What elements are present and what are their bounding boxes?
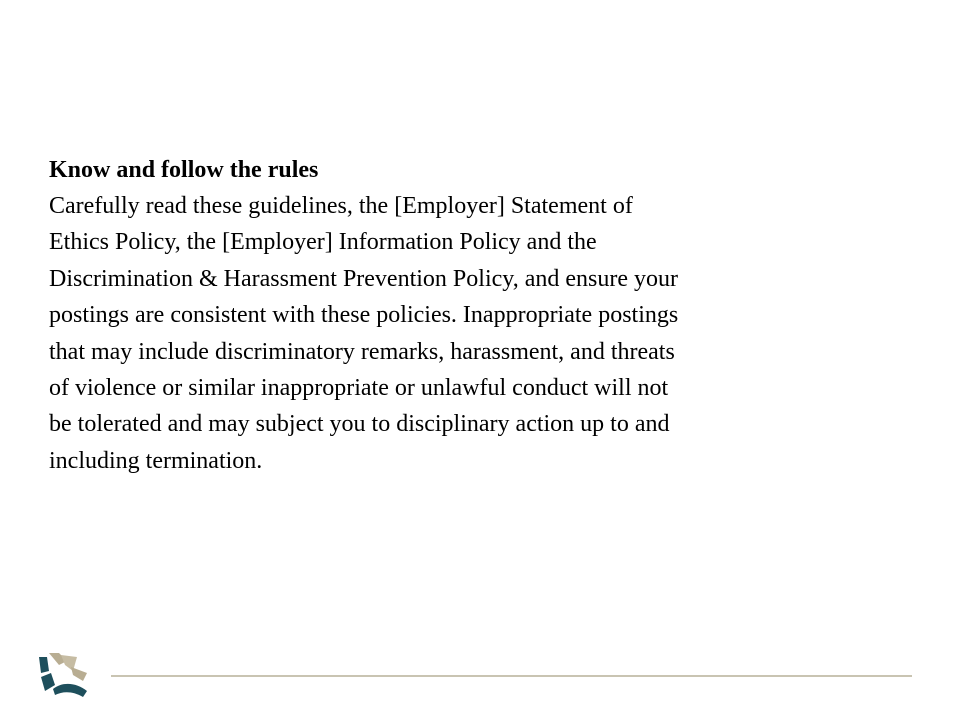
body-line: that may include discriminatory remarks, harassment, and threats — [49, 338, 675, 365]
body-line: including termination. — [49, 447, 263, 474]
body-line: Ethics Policy, the [Employer] Information Policy and the — [49, 229, 597, 256]
body-line: be tolerated and may subject you to disciplinary action up to and — [49, 411, 670, 438]
footer-divider — [111, 675, 912, 677]
slide-heading: Know and follow the rules — [49, 157, 319, 183]
body-line: Carefully read these guidelines, the [Employer] Statement of — [49, 193, 633, 219]
company-logo-icon — [37, 651, 89, 699]
slide-content — [49, 152, 899, 479]
body-line: Discrimination & Harassment Prevention Policy, and ensure your — [49, 265, 678, 292]
body-line: of violence or similar inappropriate or unlawful conduct will not — [49, 375, 669, 402]
body-line: postings are consistent with these policies. Inappropriate postings — [49, 302, 679, 329]
company-logo-icon — [37, 651, 89, 699]
slide-body — [49, 188, 899, 479]
